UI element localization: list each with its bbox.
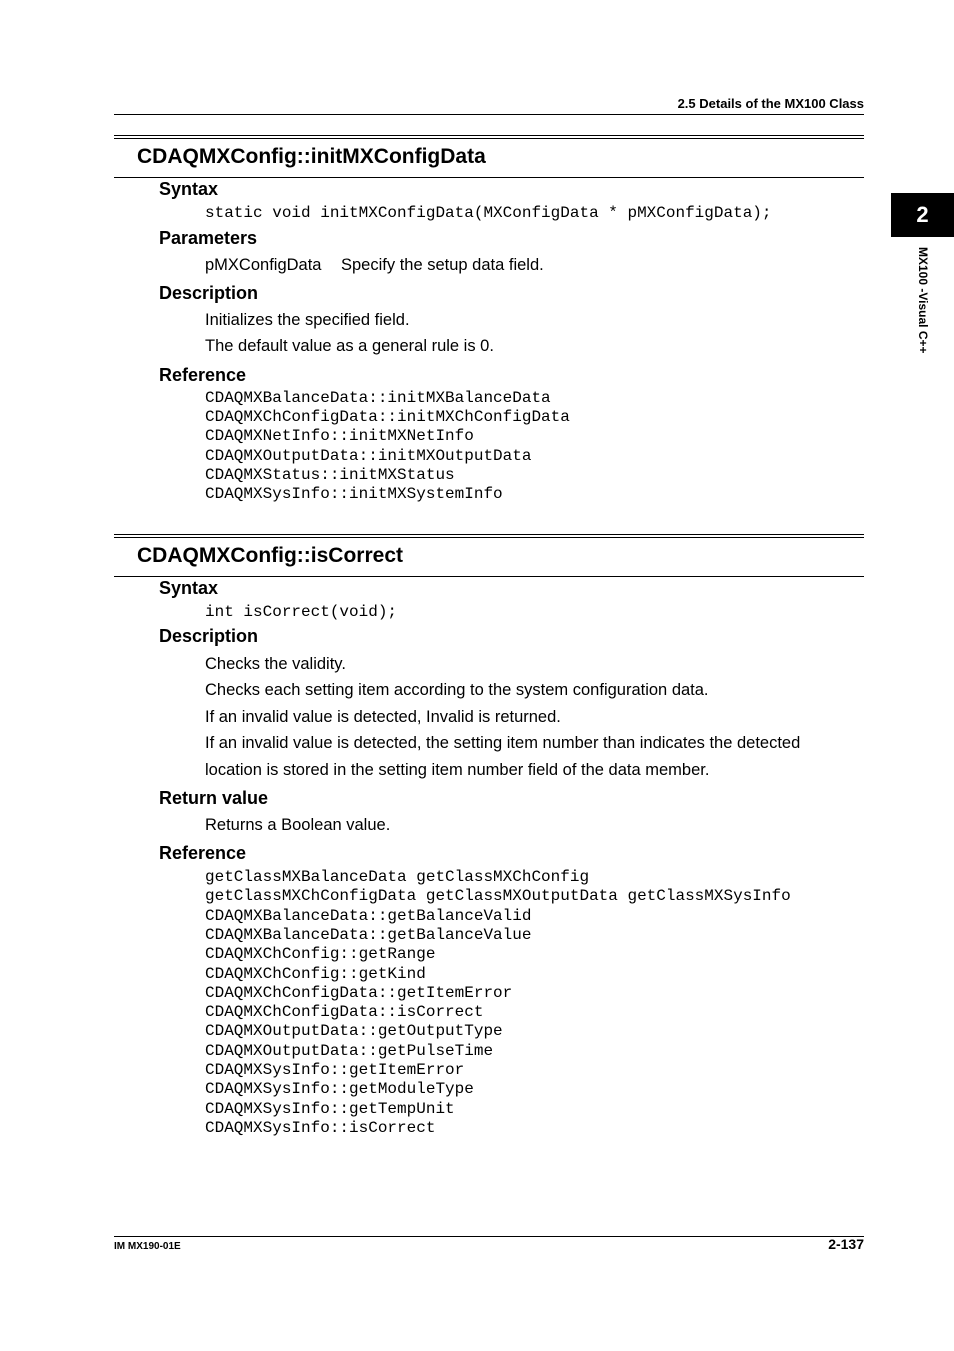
reference-item: CDAQMXChConfig::getRange (205, 945, 436, 964)
description-heading: Description (159, 626, 259, 646)
syntax-code: int isCorrect(void); (205, 603, 398, 621)
reference-item: CDAQMXBalanceData::getBalanceValid (205, 906, 532, 925)
syntax-code: static void initMXConfigData(MXConfigData * pMXConfigData); (205, 204, 772, 222)
page-number: 2-137 (828, 1236, 864, 1252)
reference-item: CDAQMXStatus::initMXStatus (205, 465, 455, 484)
reference-item: CDAQMXChConfigData::initMXChConfigData (205, 408, 570, 427)
reference-item: CDAQMXNetInfo::initMXNetInfo (205, 427, 474, 446)
param-name: pMXConfigData (205, 256, 322, 274)
document-id: IM MX190-01E (114, 1241, 181, 1252)
running-header: 2.5 Details of the MX100 Class (677, 96, 864, 111)
reference-item: getClassMXBalanceData getClassMXChConfig (205, 868, 590, 886)
section-rule-bottom (114, 177, 864, 178)
chapter-tab: 2 (891, 193, 954, 237)
description-line: Checks the validity. (205, 655, 346, 673)
reference-item: CDAQMXSysInfo::getModuleType (205, 1080, 474, 1099)
reference-item: CDAQMXOutputData::getOutputType (205, 1022, 503, 1041)
param-description: Specify the setup data field. (341, 256, 544, 274)
syntax-heading: Syntax (159, 179, 219, 199)
section-title: CDAQMXConfig::initMXConfigData (137, 145, 486, 168)
description-line: If an invalid value is detected, the setting item number than indicates the detected (205, 734, 801, 752)
reference-item: CDAQMXChConfig::getKind (205, 964, 426, 983)
reference-item: CDAQMXChConfigData::getItemError (205, 983, 513, 1002)
reference-item: CDAQMXSysInfo::getItemError (205, 1061, 465, 1079)
description-line: Initializes the specified field. (205, 311, 410, 329)
parameters-heading: Parameters (159, 228, 258, 248)
return-value-heading: Return value (159, 788, 269, 808)
description-heading: Description (159, 283, 259, 303)
section-title: CDAQMXConfig::isCorrect (137, 544, 403, 567)
reference-item: CDAQMXSysInfo::getTempUnit (205, 1099, 455, 1118)
return-value-text: Returns a Boolean value. (205, 816, 391, 834)
reference-item: getClassMXChConfigData getClassMXOutputData getClassMXSysInfo (205, 887, 791, 906)
chapter-side-label: MX100 -Visual C++ (916, 247, 930, 354)
reference-item: CDAQMXOutputData::initMXOutputData (205, 446, 532, 465)
description-line: If an invalid value is detected, Invalid is returned. (205, 708, 561, 726)
reference-item: CDAQMXBalanceData::getBalanceValue (205, 925, 532, 944)
description-line: location is stored in the setting item number field of the data member. (205, 761, 710, 779)
syntax-heading: Syntax (159, 578, 219, 598)
reference-item: CDAQMXBalanceData::initMXBalanceData (205, 389, 551, 407)
reference-item: CDAQMXSysInfo::initMXSystemInfo (205, 485, 503, 503)
section-rule-bottom (114, 576, 864, 577)
reference-heading: Reference (159, 365, 247, 385)
section-rule-top (114, 534, 864, 538)
description-line: Checks each setting item according to the system configuration data. (205, 681, 709, 699)
reference-item: CDAQMXChConfigData::isCorrect (205, 1003, 484, 1022)
section-rule-top (114, 135, 864, 139)
description-line: The default value as a general rule is 0. (205, 337, 494, 355)
reference-heading: Reference (159, 843, 247, 863)
header-rule (114, 114, 864, 115)
reference-item: CDAQMXOutputData::getPulseTime (205, 1041, 494, 1060)
reference-item: CDAQMXSysInfo::isCorrect (205, 1118, 436, 1137)
